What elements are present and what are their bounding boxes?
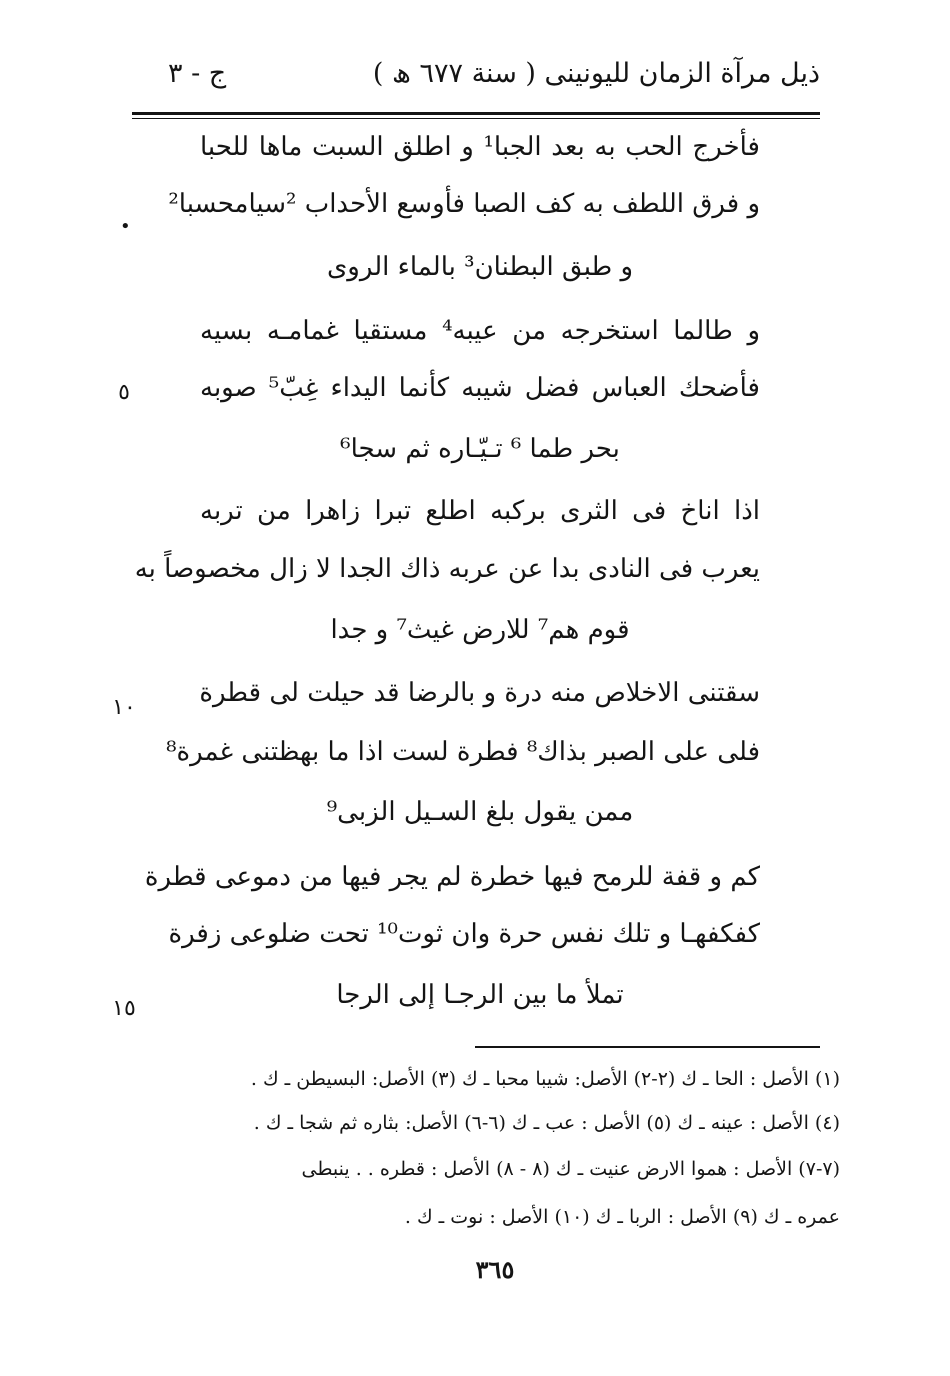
verse-line: ممن يقول بلغ السـيل الزبى⁹ (326, 797, 634, 827)
header-rule-thin (132, 118, 820, 119)
verse-line: و فرق اللطف به كف الصبا فأوسع الأحداب ²سيامحسبا² (168, 189, 760, 219)
margin-mark: • (120, 216, 131, 237)
footnote-rule (475, 1046, 820, 1048)
verse-line: و طبق البطنان³ بالماء الروى (326, 252, 634, 282)
header-rule (132, 112, 820, 115)
line-number: ١٥ (112, 996, 136, 1021)
verse-line: كفكفهـا و تلك نفس حرة وان ثوت¹⁰ تحت ضلوعى زفرة (168, 919, 760, 949)
verse-line: قوم هم⁷ للارض غيث⁷ و جدا (330, 615, 630, 645)
verse-line: و طالما استخرجه من عيبه⁴ مستقيا غمامـه بسيه (200, 316, 760, 346)
page-header (120, 52, 820, 102)
verse-line: يعرب فى النادى بدا عن عربه ذاك الجدا لا زال مخصوصاً به (134, 554, 760, 584)
running-title: ذيل مرآة الزمان لليونينى ( سنة ٦٧٧ ھ ) (372, 58, 820, 89)
line-number: ١٠ (112, 695, 136, 720)
page-number: ٣٦٥ (475, 1255, 515, 1284)
footnote-line: (٤) الأصل : عينه ـ ك (٥) الأصل : عب ـ ك (٦-٦) الأصل: بثاره ثم شجا ـ ك . (253, 1112, 840, 1134)
verse-line: فأخرج الحب به بعد الجبا¹ و اطلق السبت ماها للحبا (200, 132, 760, 162)
volume-label: ج - ٣ (168, 58, 227, 89)
verse-line: سقتنى الاخلاص منه درة و بالرضا قد حيلت لى قطرة (199, 678, 760, 708)
footnote-line: عمره ـ ك (٩) الأصل : الربا ـ ك (١٠) الأصل : نوت ـ ك . (404, 1206, 840, 1228)
verse-line: فأضحك العباس فضل شيبه كأنما اليداء غِبّ⁵ صوبه (200, 373, 760, 403)
verse-line: كم و قفة للرمح فيها خطرة لم يجر فيها من دموعى قطرة (144, 862, 760, 892)
line-number: ٥ (118, 380, 130, 405)
footnote-line: (٧-٧) الأصل : هموا الارض عنيت ـ ك (٨ - ٨) الأصل : قطره . . ينبطى (301, 1158, 840, 1180)
footnote-line: (١) الأصل : الحا ـ ك (٢-٢) الأصل: شيبا محبا ـ ك (٣) الأصل: البسيطن ـ ك . (250, 1068, 840, 1090)
verse-line: تملأ ما بين الرجـا إلى الرجا (336, 980, 624, 1010)
verse-line: فلى على الصبر بذاك⁸ فطرة لست اذا ما بهظتنى غمرة⁸ (166, 737, 760, 767)
verse-line: بحر طما ⁶ تـيّـاره ثم سجا⁶ (340, 434, 620, 464)
verse-line: اذا اناخ فى الثرى بركبه اطلع تبرا زاهرا من تربه (200, 496, 760, 526)
